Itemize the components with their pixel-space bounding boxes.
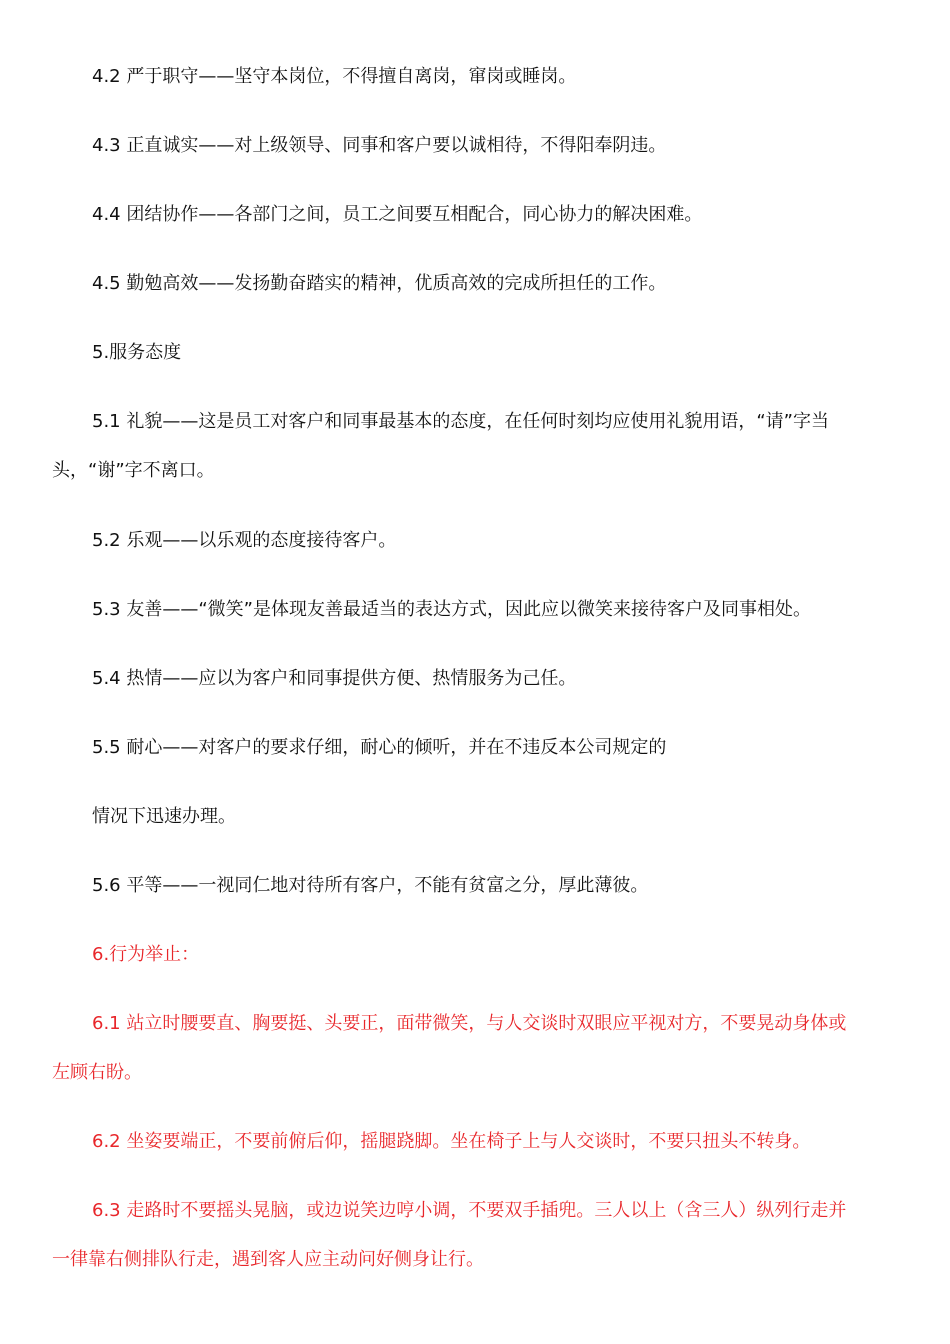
paragraph-5-2 [52, 516, 902, 565]
paragraph-line: 5.3 友善——“微笑”是体现友善最适当的表达方式，因此应以微笑来接待客户及同事相处。 [92, 599, 811, 620]
paragraph-5-5-continued [52, 792, 902, 841]
paragraph-4-3 [52, 121, 902, 170]
paragraph-4-5 [52, 259, 902, 308]
paragraph-6-2 [52, 1117, 902, 1166]
paragraph-6-1 [52, 999, 902, 1097]
paragraph-line: 头，“谢”字不离口。 [52, 460, 215, 481]
paragraph-4-2 [52, 52, 902, 101]
paragraph-line: 5.6 平等——一视同仁地对待所有客户，不能有贫富之分，厚此薄彼。 [92, 875, 649, 896]
paragraph-5-4 [52, 654, 902, 703]
section-heading-5 [52, 328, 902, 377]
paragraph-line: 4.3 正直诚实——对上级领导、同事和客户要以诚相待，不得阳奉阴违。 [92, 135, 667, 156]
paragraph-5-6 [52, 861, 902, 910]
paragraph-line: 5.4 热情——应以为客户和同事提供方便、热情服务为己任。 [92, 668, 577, 689]
section-heading-6 [52, 930, 902, 979]
paragraph-4-4 [52, 190, 902, 239]
paragraph-line: 一律靠右侧排队行走，遇到客人应主动问好侧身让行。 [52, 1249, 484, 1270]
paragraph-line: 情况下迅速办理。 [92, 806, 236, 827]
paragraph-line: 4.4 团结协作——各部门之间，员工之间要互相配合，同心协力的解决困难。 [92, 204, 703, 225]
paragraph-5-1 [52, 397, 902, 495]
paragraph-5-5 [52, 723, 902, 772]
paragraph-line: 4.2 严于职守——坚守本岗位，不得擅自离岗，窜岗或睡岗。 [92, 66, 577, 87]
paragraph-line: 5.1 礼貌——这是员工对客户和同事最基本的态度，在任何时刻均应使用礼貌用语，“请”字当 [92, 411, 829, 432]
paragraph-line: 6.2 坐姿要端正，不要前俯后仰，摇腿跷脚。坐在椅子上与人交谈时，不要只扭头不转身。 [92, 1131, 811, 1152]
paragraph-line: 6.1 站立时腰要直、胸要挺、头要正，面带微笑，与人交谈时双眼应平视对方，不要晃动身体或 [92, 1013, 847, 1034]
paragraph-line: 5.2 乐观——以乐观的态度接待客户。 [92, 530, 397, 551]
paragraph-line: 4.5 勤勉高效——发扬勤奋踏实的精神，优质高效的完成所担任的工作。 [92, 273, 667, 294]
paragraph-line: 5.服务态度 [92, 342, 182, 363]
paragraph-line: 左顾右盼。 [52, 1062, 142, 1083]
paragraph-line: 6.3 走路时不要摇头晃脑，或边说笑边哼小调，不要双手插兜。三人以上（含三人）纵列行走并 [92, 1200, 847, 1221]
paragraph-line: 6.行为举止： [92, 944, 200, 965]
paragraph-line: 5.5 耐心——对客户的要求仔细，耐心的倾听，并在不违反本公司规定的 [92, 737, 667, 758]
paragraph-5-3 [52, 585, 902, 634]
paragraph-6-3 [52, 1186, 902, 1284]
